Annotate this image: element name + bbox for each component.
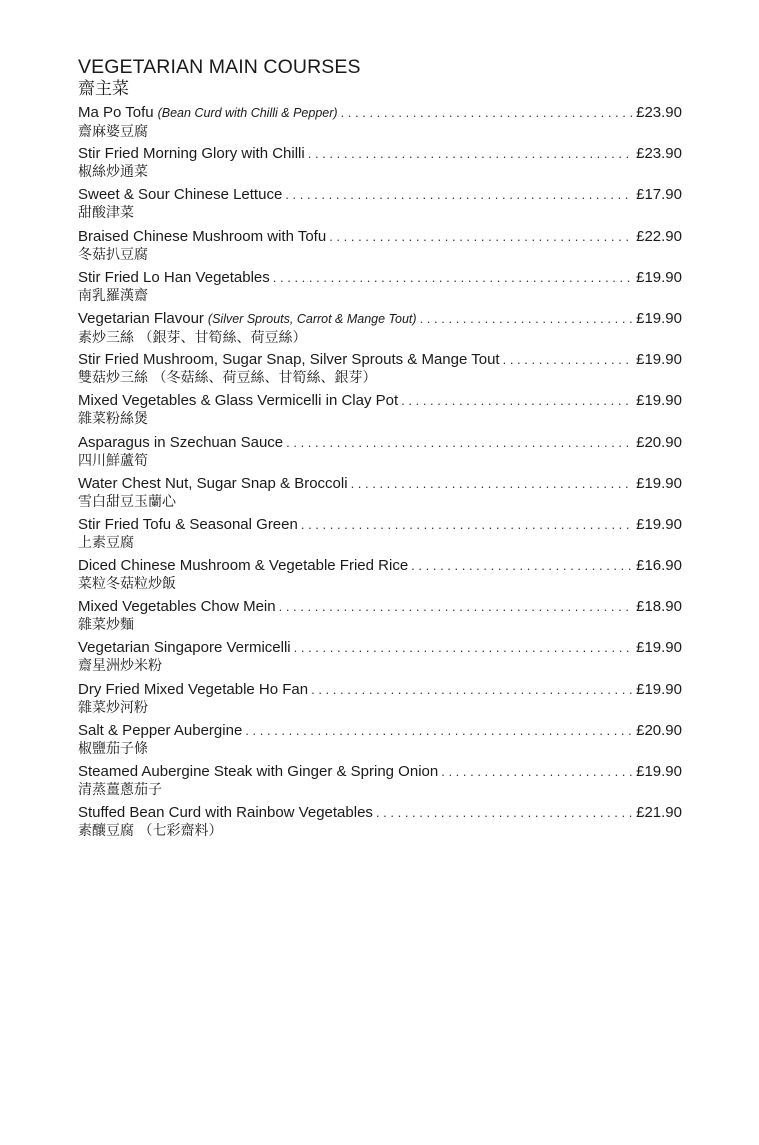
dot-leader — [279, 597, 634, 616]
menu-item-row — [78, 762, 682, 781]
menu-item-chinese-name: 甜酸津菜 — [78, 205, 134, 222]
menu-item-row — [78, 268, 682, 287]
menu-item — [78, 803, 682, 844]
menu-item — [78, 597, 682, 638]
menu-item-row — [78, 597, 682, 616]
menu-item-price: £19.90 — [636, 268, 682, 286]
menu-item — [78, 638, 682, 679]
menu-item-name: Stir Fried Lo Han Vegetables — [78, 268, 270, 286]
menu-item-row — [78, 144, 682, 163]
menu-item-chinese-name: 冬菇扒豆腐 — [78, 246, 148, 263]
menu-item — [78, 185, 682, 226]
menu-item-price: £20.90 — [636, 433, 682, 451]
menu-item-row — [78, 721, 682, 740]
menu-item — [78, 350, 682, 391]
menu-item-note: (Bean Curd with Chilli & Pepper) — [157, 106, 338, 120]
menu-item-chinese-name: 雜菜粉絲煲 — [78, 411, 148, 428]
menu-item — [78, 680, 682, 721]
menu-item — [78, 227, 682, 268]
menu-item-row — [78, 638, 682, 657]
menu-item-price: £19.90 — [636, 309, 682, 327]
dot-leader — [311, 680, 633, 699]
menu-item-price: £19.90 — [636, 515, 682, 533]
menu-item-chinese-name: 雪白甜豆玉蘭心 — [78, 493, 176, 510]
menu-item-row — [78, 433, 682, 452]
menu-item-note: (Silver Sprouts, Carrot & Mange Tout) — [207, 311, 417, 326]
menu-item-chinese-name: 上素豆腐 — [78, 534, 134, 551]
menu-item-row — [78, 185, 682, 204]
menu-item-name: Dry Fried Mixed Vegetable Ho Fan — [78, 680, 309, 698]
menu-item — [78, 144, 682, 185]
menu-item-chinese-name: 素炒三絲 （銀芽、甘筍絲、荷豆絲） — [78, 329, 307, 346]
menu-item-name: Vegetarian Singapore Vermicelli — [78, 639, 291, 657]
menu-item-price: £19.90 — [636, 763, 682, 780]
menu-item-name: Ma Po Tofu — [78, 104, 154, 121]
dot-leader — [329, 227, 633, 246]
menu-item-name: Stir Fried Tofu & Seasonal Green — [78, 515, 298, 533]
menu-item-name: Salt & Pepper Aubergine — [78, 721, 243, 739]
menu-item-name: Asparagus in Szechuan Sauce — [78, 433, 284, 451]
dot-leader — [351, 474, 634, 493]
menu-item-row — [78, 227, 682, 246]
dot-leader — [308, 144, 633, 163]
menu-item — [78, 309, 682, 350]
menu-item-row — [78, 515, 682, 534]
section-title: VEGETARIAN MAIN COURSES — [78, 56, 361, 78]
menu-item-price: £19.90 — [636, 639, 682, 657]
menu-item-chinese-name: 雜菜炒麵 — [78, 617, 134, 634]
menu-item-price: £19.90 — [636, 680, 682, 698]
menu-item-chinese-name: 齋麻婆豆腐 — [78, 124, 148, 140]
dot-leader — [245, 721, 633, 740]
menu-item-chinese-name: 雜菜炒河粉 — [78, 699, 148, 716]
menu-item-price: £19.90 — [636, 392, 682, 410]
menu-item-name: Braised Chinese Mushroom with Tofu — [78, 227, 327, 245]
menu-item-name: Stir Fried Mushroom, Sugar Snap, Silver Sprouts & Mange Tout — [78, 351, 500, 369]
menu-item-chinese-name: 菜粒冬菇粒炒飯 — [78, 576, 176, 593]
menu-item-price: £18.90 — [636, 598, 682, 616]
menu-item-name: Mixed Vegetables Chow Mein — [78, 598, 276, 616]
menu-item — [78, 474, 682, 515]
menu-item-price: £22.90 — [636, 227, 682, 245]
dot-leader — [294, 638, 633, 657]
menu-item-price: £20.90 — [636, 721, 682, 739]
menu-item-chinese-name: 椒鹽茄子條 — [78, 740, 148, 757]
menu-item-row — [78, 350, 682, 369]
menu-item-name: Diced Chinese Mushroom & Vegetable Fried Rice — [78, 557, 409, 575]
dot-leader — [503, 350, 634, 369]
menu-item — [78, 515, 682, 556]
menu-item-price: £16.90 — [636, 557, 682, 575]
menu-item-price: £17.90 — [636, 186, 682, 204]
menu-page — [78, 56, 682, 844]
menu-item-row — [78, 391, 682, 410]
dot-leader — [286, 433, 633, 452]
menu-item-list — [78, 103, 682, 844]
menu-item-name: Steamed Aubergine Steak with Ginger & Spring Onion — [78, 763, 439, 780]
menu-item-row — [78, 556, 682, 575]
dot-leader — [285, 185, 633, 204]
menu-item — [78, 762, 682, 803]
menu-item-chinese-name: 南乳羅漢齋 — [78, 287, 148, 304]
menu-item-price: £21.90 — [636, 804, 682, 822]
menu-item — [78, 721, 682, 762]
menu-item-row — [78, 103, 682, 123]
menu-item — [78, 268, 682, 309]
menu-item-name: Vegetarian Flavour — [78, 309, 204, 327]
menu-item-row — [78, 680, 682, 699]
menu-item-price: £23.90 — [636, 104, 682, 121]
menu-item-name: Mixed Vegetables & Glass Vermicelli in Clay Pot — [78, 392, 399, 410]
section-title-chinese: 齋主菜 — [78, 79, 129, 99]
dot-leader — [420, 309, 634, 328]
dot-leader — [273, 268, 633, 287]
dot-leader — [376, 803, 633, 822]
menu-item-name: Water Chest Nut, Sugar Snap & Broccoli — [78, 474, 348, 492]
dot-leader — [301, 515, 633, 534]
menu-item-chinese-name: 椒絲炒通菜 — [78, 164, 148, 181]
menu-item — [78, 556, 682, 597]
dot-leader — [411, 556, 633, 575]
dot-leader — [401, 391, 633, 410]
menu-item-name: Stir Fried Morning Glory with Chilli — [78, 145, 305, 163]
menu-item — [78, 103, 682, 144]
menu-item-name: Stuffed Bean Curd with Rainbow Vegetables — [78, 804, 373, 822]
menu-item-chinese-name: 四川鮮蘆筍 — [78, 452, 148, 469]
menu-item-chinese-name: 雙菇炒三絲 （冬菇絲、荷豆絲、甘筍絲、銀芽） — [78, 370, 377, 387]
menu-item-price: £19.90 — [636, 474, 682, 492]
menu-item-chinese-name: 齋星洲炒米粉 — [78, 658, 162, 675]
menu-item-row — [78, 803, 682, 822]
menu-item-row — [78, 474, 682, 493]
menu-item — [78, 391, 682, 432]
menu-item-name: Sweet & Sour Chinese Lettuce — [78, 186, 283, 204]
menu-item — [78, 433, 682, 474]
menu-item-chinese-name: 清蒸薑蔥茄子 — [78, 782, 162, 798]
menu-item-price: £19.90 — [636, 351, 682, 369]
menu-item-row — [78, 309, 682, 329]
menu-item-chinese-name: 素釀豆腐 （七彩齋料） — [78, 823, 223, 840]
dot-leader — [441, 762, 633, 781]
dot-leader — [341, 103, 634, 122]
menu-item-price: £23.90 — [636, 145, 682, 163]
